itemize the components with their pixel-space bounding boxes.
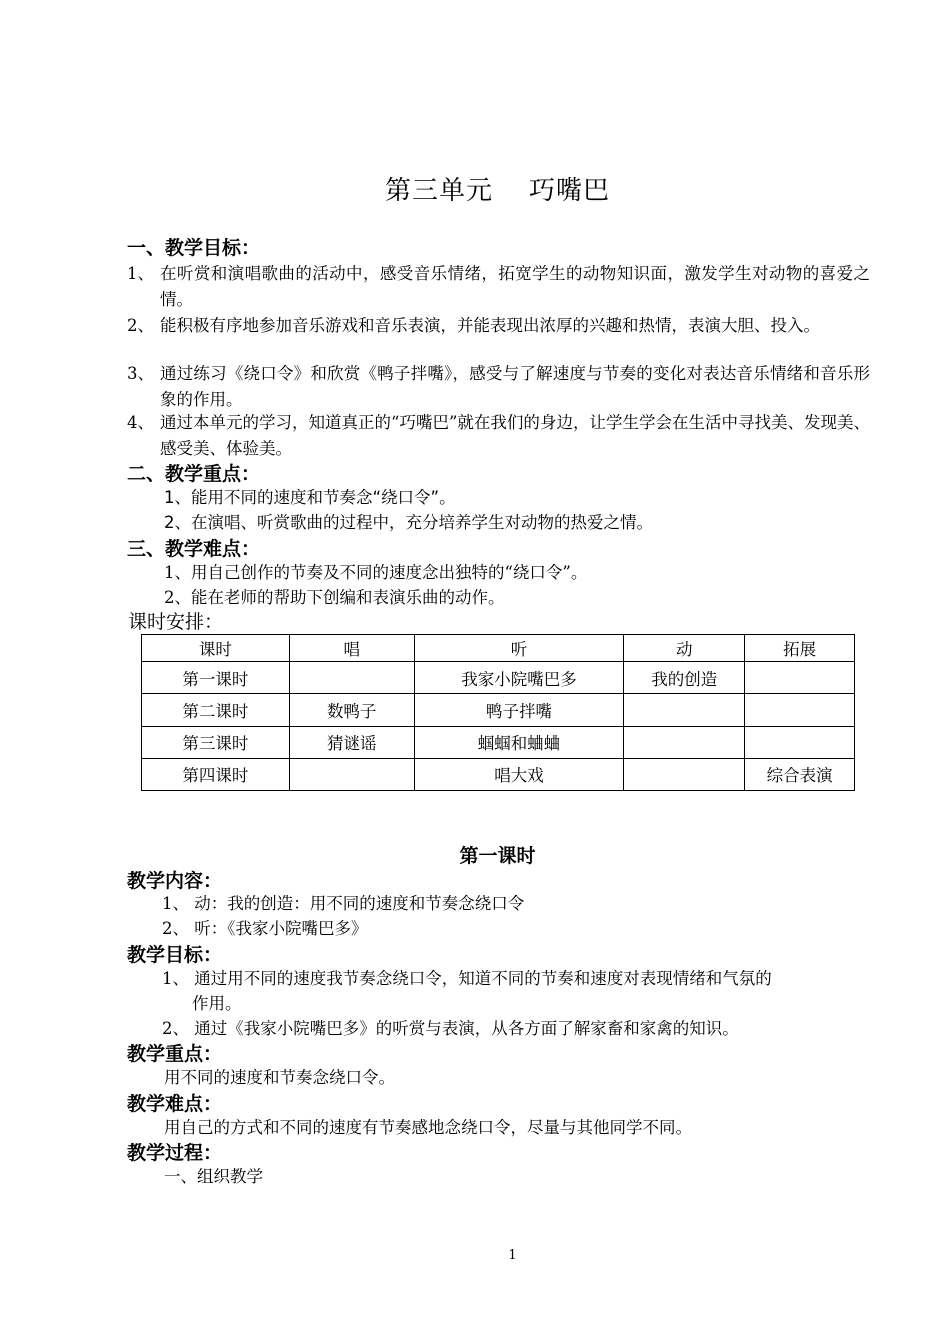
table-cell: 数鸭子 [289, 694, 414, 726]
unit-title-right: 巧嘴巴 [529, 176, 611, 206]
table-cell: 鸭子拌嘴 [414, 694, 624, 726]
table-header: 唱 [289, 635, 414, 662]
lesson-process-heading: 教学过程： [127, 1142, 223, 1164]
table-cell [624, 726, 745, 758]
table-cell: 第四课时 [142, 758, 290, 790]
key-points-heading: 二、教学重点： [127, 463, 261, 485]
table-row [142, 758, 855, 790]
table-cell [745, 726, 855, 758]
table-row [142, 694, 855, 726]
lesson-key-text: 用不同的速度和节奏念绕口令。 [164, 1068, 395, 1087]
goal-4-num: 4、 [127, 413, 154, 432]
key-point-1: 1、能用不同的速度和节奏念“绕口令”。 [164, 488, 456, 507]
table-cell: 我的创造 [624, 662, 745, 694]
goal-4-text: 通过本单元的学习，知道真正的“巧嘴巴”就在我们的身边，让学生学会在生活中寻找美、发现美、感受美、体验美。 [160, 413, 870, 458]
table-row [142, 662, 855, 694]
table-row [142, 726, 855, 758]
goal-1-text: 在听赏和演唱歌曲的活动中，感受音乐情绪，拓宽学生的动物知识面，激发学生对动物的喜爱之情。 [160, 264, 870, 309]
table-cell [289, 758, 414, 790]
goal-1-num: 1、 [127, 264, 154, 283]
lesson-diff-heading: 教学难点： [127, 1093, 223, 1115]
table-cell: 综合表演 [745, 758, 855, 790]
unit-title-left: 第三单元 [384, 176, 493, 206]
unit-title [0, 170, 950, 207]
difficulty-1: 1、用自己创作的节奏及不同的速度念出独特的“绕口令”。 [164, 563, 588, 582]
table-cell [745, 694, 855, 726]
difficulty-2: 2、能在老师的帮助下创编和表演乐曲的动作。 [164, 588, 505, 607]
table-header: 动 [624, 635, 745, 662]
lesson-title: 第一课时 [459, 845, 536, 867]
goals-heading: 一、教学目标： [127, 237, 261, 259]
table-cell: 第二课时 [142, 694, 290, 726]
table-cell: 第三课时 [142, 726, 290, 758]
goal-3-text: 通过练习《绕口令》和欣赏《鸭子拌嘴》，感受与了解速度与节奏的变化对表达音乐情绪和音乐形象的作用。 [160, 364, 870, 409]
table-cell [289, 662, 414, 694]
table-cell: 猜谜谣 [289, 726, 414, 758]
lesson-goals-heading: 教学目标： [127, 944, 223, 966]
page-number: 1 [508, 1248, 517, 1263]
goal-2-text: 能积极有序地参加音乐游戏和音乐表演，并能表现出浓厚的兴趣和热情，表演大胆、投入。 [160, 316, 820, 335]
table-cell: 我家小院嘴巴多 [414, 662, 624, 694]
lesson-goal-1-line1: 1、 通过用不同的速度我节奏念绕口令，知道不同的节奏和速度对表现情绪和气氛的 [162, 969, 772, 988]
table-header: 听 [414, 635, 624, 662]
table-cell: 蝈蝈和蛐蛐 [414, 726, 624, 758]
table-cell: 唱大戏 [414, 758, 624, 790]
table-cell [624, 694, 745, 726]
lesson-process-step-1: 一、组织教学 [164, 1167, 263, 1186]
table-header: 拓展 [745, 635, 855, 662]
table-header: 课时 [142, 635, 290, 662]
goal-2-num: 2、 [127, 316, 154, 335]
lesson-key-heading: 教学重点： [127, 1043, 223, 1065]
goal-3-num: 3、 [127, 364, 154, 383]
lesson-goal-2: 2、 通过《我家小院嘴巴多》的听赏与表演，从各方面了解家畜和家禽的知识。 [162, 1019, 739, 1038]
content-heading: 教学内容： [127, 870, 223, 892]
table-cell [745, 662, 855, 694]
table-cell: 第一课时 [142, 662, 290, 694]
content-item-1: 1、 动：我的创造：用不同的速度和节奏念绕口令 [162, 894, 525, 913]
table-header-row [142, 635, 855, 662]
content-item-2: 2、 听：《我家小院嘴巴多》 [162, 919, 368, 938]
table-cell [624, 758, 745, 790]
lesson-diff-text: 用自己的方式和不同的速度有节奏感地念绕口令，尽量与其他同学不同。 [164, 1118, 692, 1137]
schedule-label: 课时安排： [128, 611, 224, 633]
key-point-2: 2、在演唱、听赏歌曲的过程中，充分培养学生对动物的热爱之情。 [164, 513, 653, 532]
difficulties-heading: 三、教学难点： [127, 538, 261, 560]
lesson-goal-1-line2: 作用。 [192, 994, 242, 1013]
schedule-table [141, 634, 855, 791]
